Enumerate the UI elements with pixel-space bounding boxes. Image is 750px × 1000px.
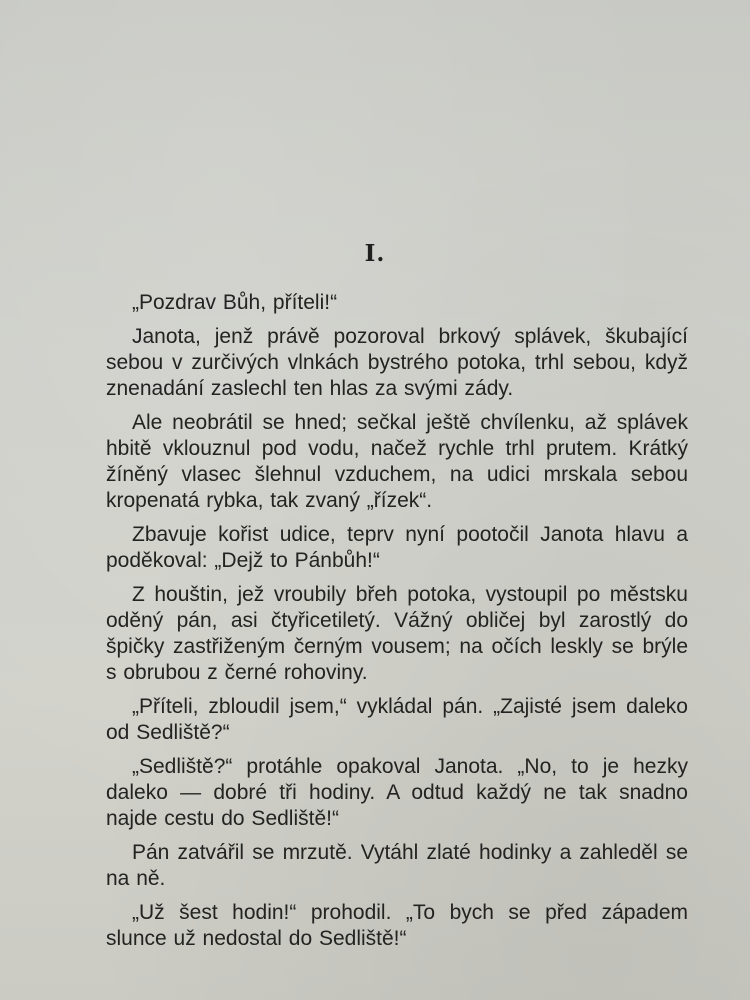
paragraph: Zbavuje kořist udice, teprv nyní pootočil Janota hlavu a poděkoval: „Dejž to Pánbůh!“ [106,523,688,572]
paragraph: Ale neobrátil se hned; sečkal ještě chvílenku, až splávek hbitě vklouznul pod vodu, načež rychle trhl prutem. Krátký žíněný vlasec šlehnul vzduchem, na udici mrskala sebou kropenatá rybka, tak zvaný „řízek“. [106,411,688,512]
paragraph: „Pozdrav Bůh, příteli!“ [132,291,338,314]
paragraph: Janota, jenž právě pozoroval brkový splávek, škubající sebou v zurčivých vlnkách bystrého potoka, trhl sebou, když znenadání zaslechl ten hlas za svými zády. [106,325,688,400]
chapter-heading: I. [364,240,386,267]
body-text [106,290,688,960]
paragraph: „Příteli, zbloudil jsem,“ vykládal pán. „Zajisté jsem daleko od Sedliště?“ [106,695,688,744]
paragraph: „Už šest hodin!“ prohodil. „To bych se před západem slunce už nedostal do Sedliště!“ [106,901,688,950]
paragraph: Z houštin, jež vroubily břeh potoka, vystoupil po městsku oděný pán, asi čtyřicetiletý. Vážný obličej byl zarostlý do špičky zastřiženým černým vousem; na očích leskly se brýle s obrubou z černé rohoviny. [106,583,688,684]
paragraph: „Sedliště?“ protáhle opakoval Janota. „No, to je hezky daleko — dobré tři hodiny. A odtud každý ne tak snadno najde cestu do Sedliště!“ [106,755,688,830]
paragraph: Pán zatvářil se mrzutě. Vytáhl zlaté hodinky a zahleděl se na ně. [106,841,688,890]
